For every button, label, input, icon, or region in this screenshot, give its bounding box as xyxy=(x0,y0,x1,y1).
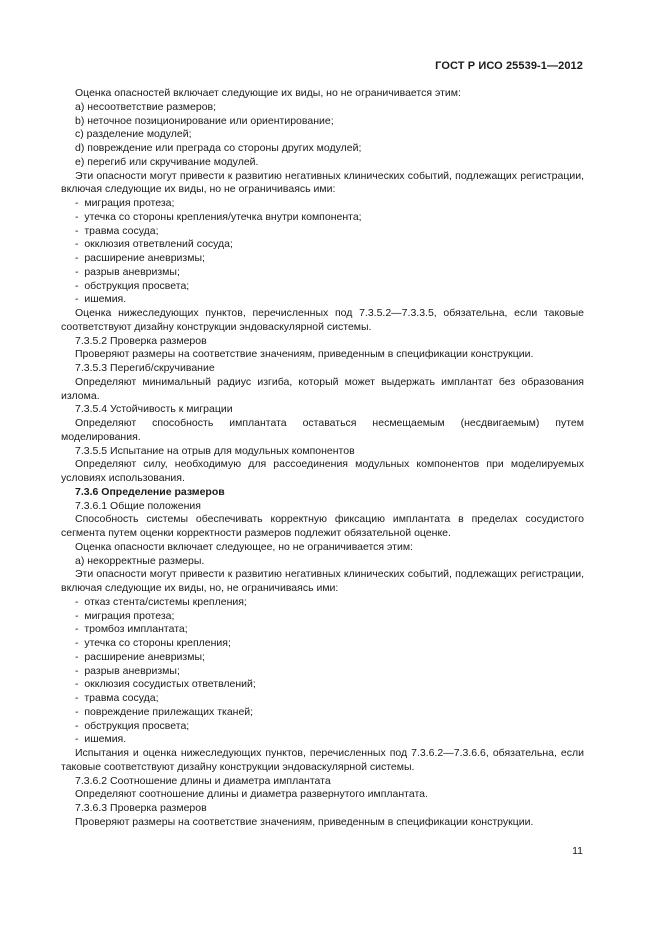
bullet-item: - расширение аневризмы; xyxy=(61,252,584,266)
bullet-item: - обструкция просвета; xyxy=(61,280,584,294)
section-heading: 7.3.6 Определение размеров xyxy=(75,485,225,498)
page-number: 11 xyxy=(572,845,583,857)
bullet-item: - разрыв аневризмы; xyxy=(61,665,584,679)
section-heading: 7.3.6.2 Соотношение длины и диаметра имплантата xyxy=(75,774,331,787)
list-item: a) некорректные размеры. xyxy=(75,554,205,567)
bullet-item: - окклюзия сосудистых ответвлений; xyxy=(61,678,584,692)
bullet-item: - обструкция просвета; xyxy=(61,720,584,734)
list-item: a) несоответствие размеров; xyxy=(75,100,217,113)
bullet-item: - травма сосуда; xyxy=(61,692,584,706)
bullet-item: - тромбоз имплантата; xyxy=(61,623,584,637)
paragraph: Оценка нижеследующих пунктов, перечисленных под 7.3.5.2—7.3.3.5, обязательна, если таковые соответствуют дизайну конструкции эндоваскулярной системы. xyxy=(61,307,584,333)
bullet-item: - утечка со стороны крепления; xyxy=(61,637,584,651)
paragraph: Проверяют размеры на соответствие значениям, приведенным в спецификации конструкции. xyxy=(75,815,534,828)
bullet-item: - окклюзия ответвлений сосуда; xyxy=(61,238,584,252)
section-heading: 7.3.5.2 Проверка размеров xyxy=(75,334,207,347)
list-item: b) неточное позиционирование или ориентирование; xyxy=(75,114,334,127)
list-item: d) повреждение или преграда со стороны других модулей; xyxy=(75,142,362,154)
bullet-item: - расширение аневризмы; xyxy=(61,651,584,665)
document-header: ГОСТ Р ИСО 25539-1—2012 xyxy=(435,60,583,72)
bullet-item: - отказ стента/системы крепления; xyxy=(61,596,584,610)
paragraph: Оценка опасности включает следующее, но не ограничивается этим: xyxy=(75,540,413,553)
section-heading: 7.3.5.3 Перегиб/скручивание xyxy=(75,362,215,374)
bullet-item: - разрыв аневризмы; xyxy=(61,266,584,280)
list-item: e) перегиб или скручивание модулей. xyxy=(75,155,259,168)
bullet-item: - повреждение прилежащих тканей; xyxy=(61,706,584,720)
section-heading: 7.3.5.5 Испытание на отрыв для модульных компонентов xyxy=(75,444,355,457)
paragraph: Определяют соотношение длины и диаметра развернутого имплантата. xyxy=(75,788,428,801)
paragraph: Эти опасности могут привести к развитию негативных клинических событий, подлежащих регистрации, включая следующие их виды, но не ограничиваясь ими: xyxy=(61,169,584,196)
bullet-item: - ишемия. xyxy=(61,293,584,307)
list-item: c) разделение модулей; xyxy=(75,128,192,141)
section-heading: 7.3.6.1 Общие положения xyxy=(75,499,201,512)
document-body xyxy=(61,87,584,830)
paragraph: Определяют способность имплантата оставаться несмещаемым (несдвигаемым) путем моделирования. xyxy=(61,417,584,443)
paragraph: Способность системы обеспечивать корректную фиксацию имплантата в пределах сосудистого сегмента путем оценки корректности размеров подлежит обязательной оценке. xyxy=(61,513,584,539)
paragraph: Испытания и оценка нижеследующих пунктов, перечисленных под 7.3.6.2—7.3.6.6, обязательна, если таковые соответствуют дизайну конструкции эндоваскулярной системы. xyxy=(61,747,584,773)
bullet-item: - миграция протеза; xyxy=(61,197,584,211)
paragraph: Определяют силу, необходимую для рассоединения модульных компонентов при моделируемых условиях использования. xyxy=(61,458,584,484)
paragraph: Проверяют размеры на соответствие значениям, приведенным в спецификации конструкции. xyxy=(75,348,534,361)
bullet-item: - ишемия. xyxy=(61,733,584,747)
bullet-item: - миграция протеза; xyxy=(61,610,584,624)
bullet-item: - утечка со стороны крепления/утечка внутри компонента; xyxy=(61,211,584,225)
bullet-item: - травма сосуда; xyxy=(61,225,584,239)
paragraph: Определяют минимальный радиус изгиба, который может выдержать имплантат без образования излома. xyxy=(61,375,584,402)
section-heading: 7.3.5.4 Устойчивость к миграции xyxy=(75,403,233,416)
paragraph: Эти опасности могут привести к развитию негативных клинических событий, подлежащих регистрации, включая следующие их виды, но, не ограничиваясь ими: xyxy=(61,568,584,594)
section-heading: 7.3.6.3 Проверка размеров xyxy=(75,802,207,814)
paragraph: Оценка опасностей включает следующие их виды, но не ограничивается этим: xyxy=(75,87,461,99)
